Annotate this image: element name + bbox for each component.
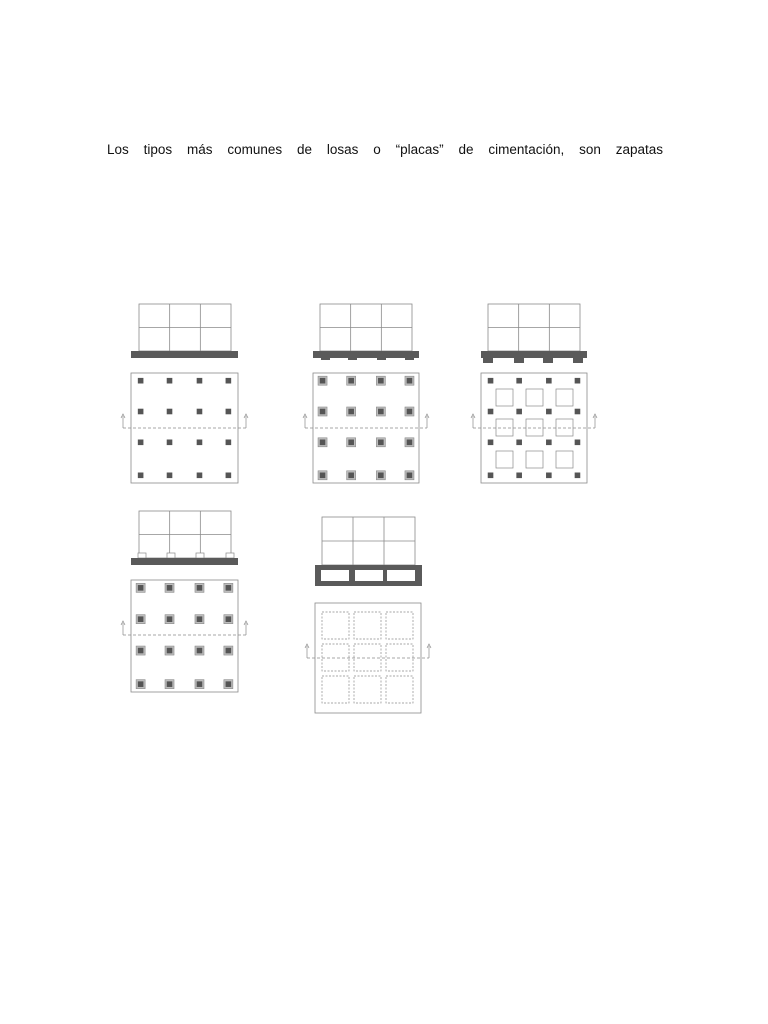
- column-square: [348, 473, 354, 479]
- pedestal-section: [321, 357, 330, 360]
- column-square: [226, 440, 232, 446]
- pedestal-section: [348, 357, 357, 360]
- column-square: [407, 409, 413, 415]
- waffle-cell: [526, 451, 543, 468]
- column-square: [348, 440, 354, 446]
- column-square: [167, 681, 173, 687]
- capital-section: [138, 553, 146, 558]
- pedestal-section: [377, 357, 386, 360]
- column-square: [226, 681, 232, 687]
- cell-void: [354, 612, 381, 639]
- cell-void: [354, 644, 381, 671]
- column-square: [167, 409, 173, 415]
- column-square: [407, 440, 413, 446]
- capital-section: [167, 553, 175, 558]
- rib-section: [573, 357, 583, 363]
- section-cut-line: [471, 414, 597, 428]
- column-square: [575, 378, 581, 384]
- column-square: [320, 378, 326, 384]
- column-square: [167, 648, 173, 654]
- cap-frame-elevation: [139, 511, 231, 558]
- column-square: [167, 616, 173, 622]
- column-square: [138, 681, 144, 687]
- column-square: [138, 616, 144, 622]
- body-paragraph: Los tipos más comunes de losas o “placas” de cimentación, son zapatas: [107, 142, 663, 157]
- column-square: [226, 616, 232, 622]
- diagram-slab-with-capitals: [121, 511, 248, 692]
- column-square: [516, 378, 522, 384]
- column-square: [378, 473, 384, 479]
- waffle-cell: [496, 451, 513, 468]
- column-square: [197, 616, 203, 622]
- column-square: [197, 440, 203, 446]
- column-square: [197, 409, 203, 415]
- column-square: [167, 378, 173, 384]
- column-square: [546, 378, 552, 384]
- cell-void: [322, 644, 349, 671]
- column-square: [226, 585, 232, 591]
- slab-section: [481, 351, 587, 358]
- column-square: [575, 440, 581, 446]
- cell-void: [386, 612, 413, 639]
- column-square: [488, 409, 494, 415]
- column-square: [546, 440, 552, 446]
- column-square: [197, 585, 203, 591]
- column-square: [575, 473, 581, 479]
- column-square: [138, 409, 144, 415]
- waffle-cell: [556, 419, 573, 436]
- column-square: [138, 440, 144, 446]
- column-square: [167, 440, 173, 446]
- column-square: [226, 648, 232, 654]
- column-square: [167, 473, 173, 479]
- cell-void: [386, 676, 413, 703]
- waffle-cell: [526, 419, 543, 436]
- diagram-cellular-raft: [305, 517, 431, 713]
- column-square: [320, 440, 326, 446]
- diagram-waffle-slab: [471, 304, 597, 483]
- box-void: [355, 570, 383, 581]
- rib-section: [483, 357, 493, 363]
- plan-outline: [131, 580, 238, 692]
- box-void: [387, 570, 415, 581]
- column-square: [348, 409, 354, 415]
- column-square: [516, 473, 522, 479]
- column-square: [226, 473, 232, 479]
- waffle-frame-elevation: [488, 304, 580, 351]
- column-square: [575, 409, 581, 415]
- pedestal-section: [405, 357, 414, 360]
- column-square: [138, 648, 144, 654]
- column-square: [488, 473, 494, 479]
- diagram-flat-slab: [121, 304, 248, 483]
- waffle-cell: [496, 389, 513, 406]
- slab-section: [131, 351, 238, 358]
- cell-frame-elevation: [322, 517, 415, 565]
- column-square: [407, 378, 413, 384]
- ped-frame-elevation: [320, 304, 412, 351]
- section-cut-line: [305, 644, 431, 658]
- column-square: [197, 378, 203, 384]
- section-cut-line: [121, 414, 248, 428]
- column-square: [378, 409, 384, 415]
- column-square: [138, 473, 144, 479]
- column-square: [167, 585, 173, 591]
- waffle-cell: [556, 389, 573, 406]
- cell-void: [354, 676, 381, 703]
- column-square: [226, 378, 232, 384]
- slab-section: [313, 351, 419, 358]
- box-void: [321, 570, 349, 581]
- column-square: [226, 409, 232, 415]
- column-square: [197, 473, 203, 479]
- column-square: [516, 440, 522, 446]
- rib-section: [514, 357, 524, 363]
- column-square: [197, 648, 203, 654]
- waffle-cell: [556, 451, 573, 468]
- column-square: [320, 409, 326, 415]
- diagram-slab-with-pedestals: [303, 304, 429, 483]
- flat-frame-elevation: [139, 304, 231, 351]
- waffle-cell: [496, 419, 513, 436]
- cell-void: [322, 612, 349, 639]
- capital-section: [226, 553, 234, 558]
- column-square: [546, 473, 552, 479]
- cell-void: [386, 644, 413, 671]
- column-square: [378, 440, 384, 446]
- slab-section: [131, 558, 238, 565]
- column-square: [348, 378, 354, 384]
- column-square: [407, 473, 413, 479]
- column-square: [138, 378, 144, 384]
- column-square: [197, 681, 203, 687]
- column-square: [320, 473, 326, 479]
- column-square: [546, 409, 552, 415]
- column-square: [488, 440, 494, 446]
- cell-void: [322, 676, 349, 703]
- column-square: [378, 378, 384, 384]
- column-square: [488, 378, 494, 384]
- column-square: [138, 585, 144, 591]
- column-square: [516, 409, 522, 415]
- rib-section: [543, 357, 553, 363]
- capital-section: [196, 553, 204, 558]
- waffle-cell: [526, 389, 543, 406]
